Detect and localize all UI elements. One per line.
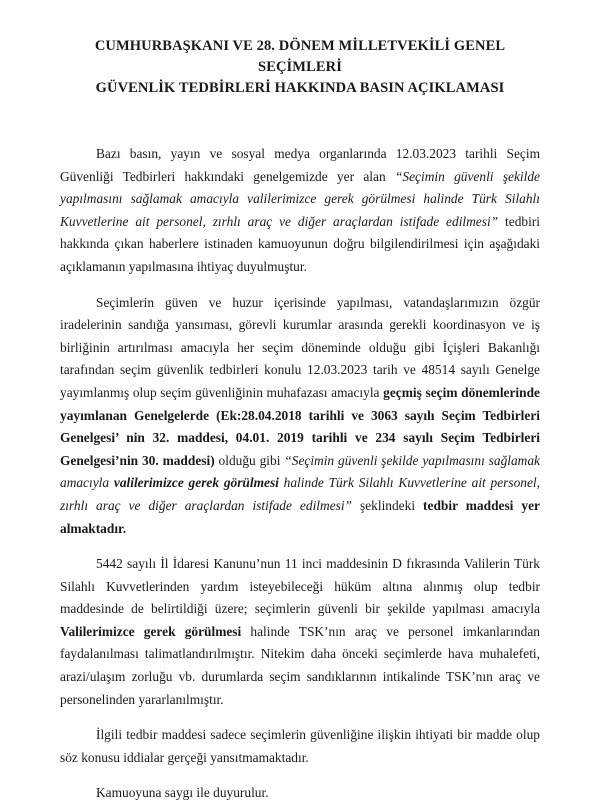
paragraph-2-text-c: olduğu gibi: [214, 452, 285, 468]
paragraph-2: [60, 292, 540, 541]
paragraph-2-quote-end: halinde Türk Silahlı Kuvvetlerine ait personel, zırhlı araç ve diğer araçlardan istifade edilmesi”: [60, 475, 540, 513]
paragraph-1: [60, 143, 540, 279]
paragraph-2-bold-end: tedbir maddesi yer almaktadır.: [60, 497, 540, 536]
paragraph-3: [60, 553, 540, 711]
title-line-2: GÜVENLİK TEDBİRLERİ HAKKINDA BASIN AÇIKLAMASI: [95, 80, 505, 96]
title-line-1: CUMHURBAŞKANI VE 28. DÖNEM MİLLETVEKİLİ GENEL SEÇİMLERİ: [94, 38, 506, 75]
paragraph-3-text-a: 5442 sayılı İl İdaresi Kanunu’nun 11 inci maddesinin D fıkrasında Valilerin Türk Silahlı Kuvvetlerinden yardım isteyebileceği hüküm altına alınmış olup tedbir maddesinde de belirtildiği üzere; seçimlerin güvenli bir şekilde yapılması amacıyla: [60, 556, 540, 617]
document-title: [60, 36, 540, 99]
paragraph-4: İlgili tedbir maddesi sadece seçimlerin güvenliğine ilişkin ihtiyati bir madde olup söz konusu iddialar gerçeği yansıtmamaktadır.: [60, 727, 540, 765]
paragraph-5: Kamuoyuna saygı ile duyurulur.: [96, 785, 269, 801]
paragraph-2-bold-quote: valilerimizce gerek görülmesi: [113, 475, 279, 491]
paragraph-2-text-a: Seçimlerin güven ve huzur içerisinde yapılması, vatandaşlarımızın özgür iradelerinin sandığa yansıması, görevli kurumlar arasında gerekli koordinasyon ve iş birliğinin artırılması amacıyla her seçim döneminde olduğu gibi İçişleri Bakanlığı tarafından seçim güvenlik tedbirleri konulu 12.03.2023 tarih ve 48514 sayılı Genelge yayımlanmış olup seçim güvenliğinin muhafazası amacıyla: [60, 294, 540, 400]
paragraph-2-bold-reference: geçmiş seçim dönemlerinde yayımlanan Genelgelerde (Ek:28.04.2018 tarihli ve 3063 sayılı Seçim Tedbirleri Genelgesi’ nin 32. maddesi, 04.01. 2019 tarihli ve 234 sayılı Seçim Tedbirleri Genelgesi’nin 30. maddesi): [60, 384, 540, 468]
paragraph-3-text-c: halinde TSK’nın araç ve personel imkanlarından faydalanılması talimatlandırılmıştır. Nitekim daha önceki seçimlerde hava muhalefeti, arazi/ulaşım zorluğu vb. durumlarda seçim sandıklarının intikalinde TSK’nın araç ve personelinden yararlanılmıştır.: [60, 623, 540, 707]
paragraph-2-text-g: şeklindeki: [352, 497, 424, 513]
paragraph-2-quote-start: “Seçimin güvenli şekilde yapılmasını sağlamak amacıyla: [60, 452, 540, 491]
paragraph-1-text-a: Bazı basın, yayın ve sosyal medya organlarında 12.03.2023 tarihli Seçim Güvenliği Tedbirleri hakkındaki genelgemizde yer alan: [60, 146, 540, 184]
paragraph-3-bold: Valilerimizce gerek görülmesi: [60, 623, 242, 639]
paragraph-1-quote: “Seçimin güvenli şekilde yapılmasını sağlamak amacıyla valilerimizce gerek görülmesi halinde Türk Silahlı Kuvvetlerine ait personel, zırhlı araç ve diğer araçlardan istifade edilmesi”: [60, 168, 540, 229]
paragraph-1-text-c: tedbiri hakkında çıkan haberlere istinaden kamuoyunun doğru bilgilendirilmesi için aşağıdaki açıklamanın yapılmasına ihtiyaç duyulmuştur.: [60, 213, 540, 274]
